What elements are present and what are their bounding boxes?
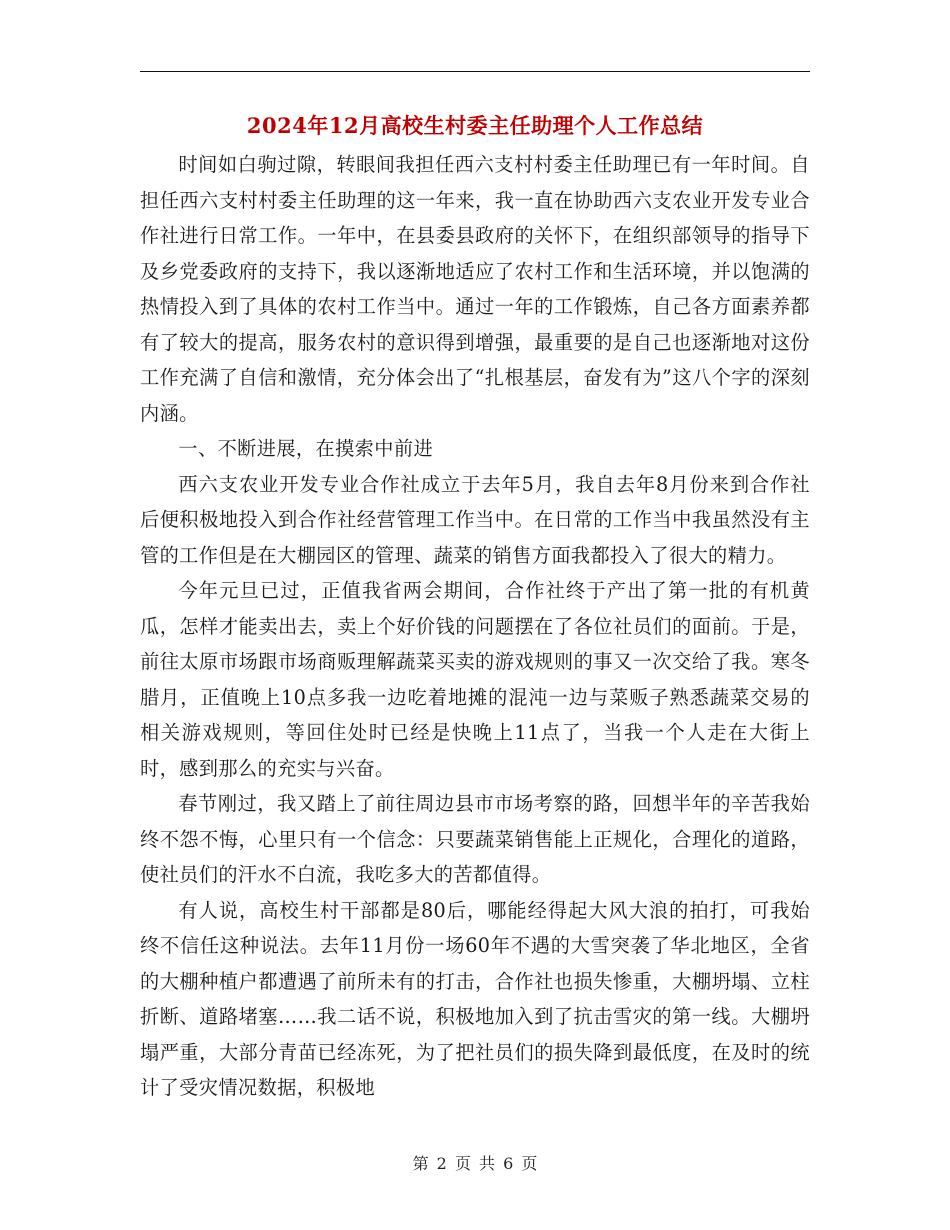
paragraph-intro: 时间如白驹过隙，转眼间我担任西六支村村委主任助理已有一年时间。自担任西六支村村委主任助理的这一年来，我一直在协助西六支农业开发专业合作社进行日常工作。一年中，在县委县政府的关怀下，在组织部领导的指导下及乡党委政府的支持下，我以逐渐地适应了农村工作和生活环境，并以饱满的热情投入到了具体的农村工作当中。通过一年的工作锻炼，自己各方面素养都有了较大的提高，服务农村的意识得到增强，最重要的是自己也逐渐地对这份工作充满了自信和激情，充分体会出了“扎根基层，奋发有为”这八个字的深刻内涵。	[140, 153, 810, 425]
paragraph: 有人说，高校生村干部都是80后，哪能经得起大风大浪的拍打，可我始终不信任这种说法。去年11月份一场60年不遇的大雪突袭了华北地区，全省的大棚种植户都遭遇了前所未有的打击，合作社也损失惨重，大棚坍塌、立柱折断、道路堵塞……我二话不说，积极地加入到了抗击雪灾的第一线。大棚坍塌严重，大部分青苗已经冻死，为了把社员们的损失降到最低度，在及时的统计了受灾情况数据，积极地	[140, 898, 810, 1099]
header-rule	[140, 71, 810, 72]
page-footer: 第 2 页 共 6 页	[412, 1154, 538, 1173]
document-body	[140, 147, 810, 1106]
paragraph: 春节刚过，我又踏上了前往周边县市市场考察的路，回想半年的辛苦我始终不怨不悔，心里只有一个信念：只要蔬菜销售能上正规化，合理化的道路，使社员们的汗水不白流，我吃多大的苦都值得。	[140, 792, 810, 886]
section-heading: 一、不断进展，在摸索中前进	[178, 437, 434, 460]
paragraph: 西六支农业开发专业合作社成立于去年5月，我自去年8月份来到合作社后便积极地投入到合作社经营管理工作当中。在日常的工作当中我虽然没有主管的工作但是在大棚园区的管理、蔬菜的销售方面我都投入了很大的精力。	[140, 472, 810, 567]
document-title: 2024年12月高校生村委主任助理个人工作总结	[246, 113, 704, 138]
paragraph: 今年元旦已过，正值我省两会期间，合作社终于产出了第一批的有机黄瓜，怎样才能卖出去，卖上个好价钱的问题摆在了各位社员们的面前。于是，前往太原市场跟市场商贩理解蔬菜买卖的游戏规则的事又一次交给了我。寒冬腊月，正值晚上10点多我一边吃着地摊的混沌一边与菜贩子熟悉蔬菜交易的相关游戏规则，等回住处时已经是快晚上11点了，当我一个人走在大街上时，感到那么的充实与兴奋。	[140, 579, 810, 780]
